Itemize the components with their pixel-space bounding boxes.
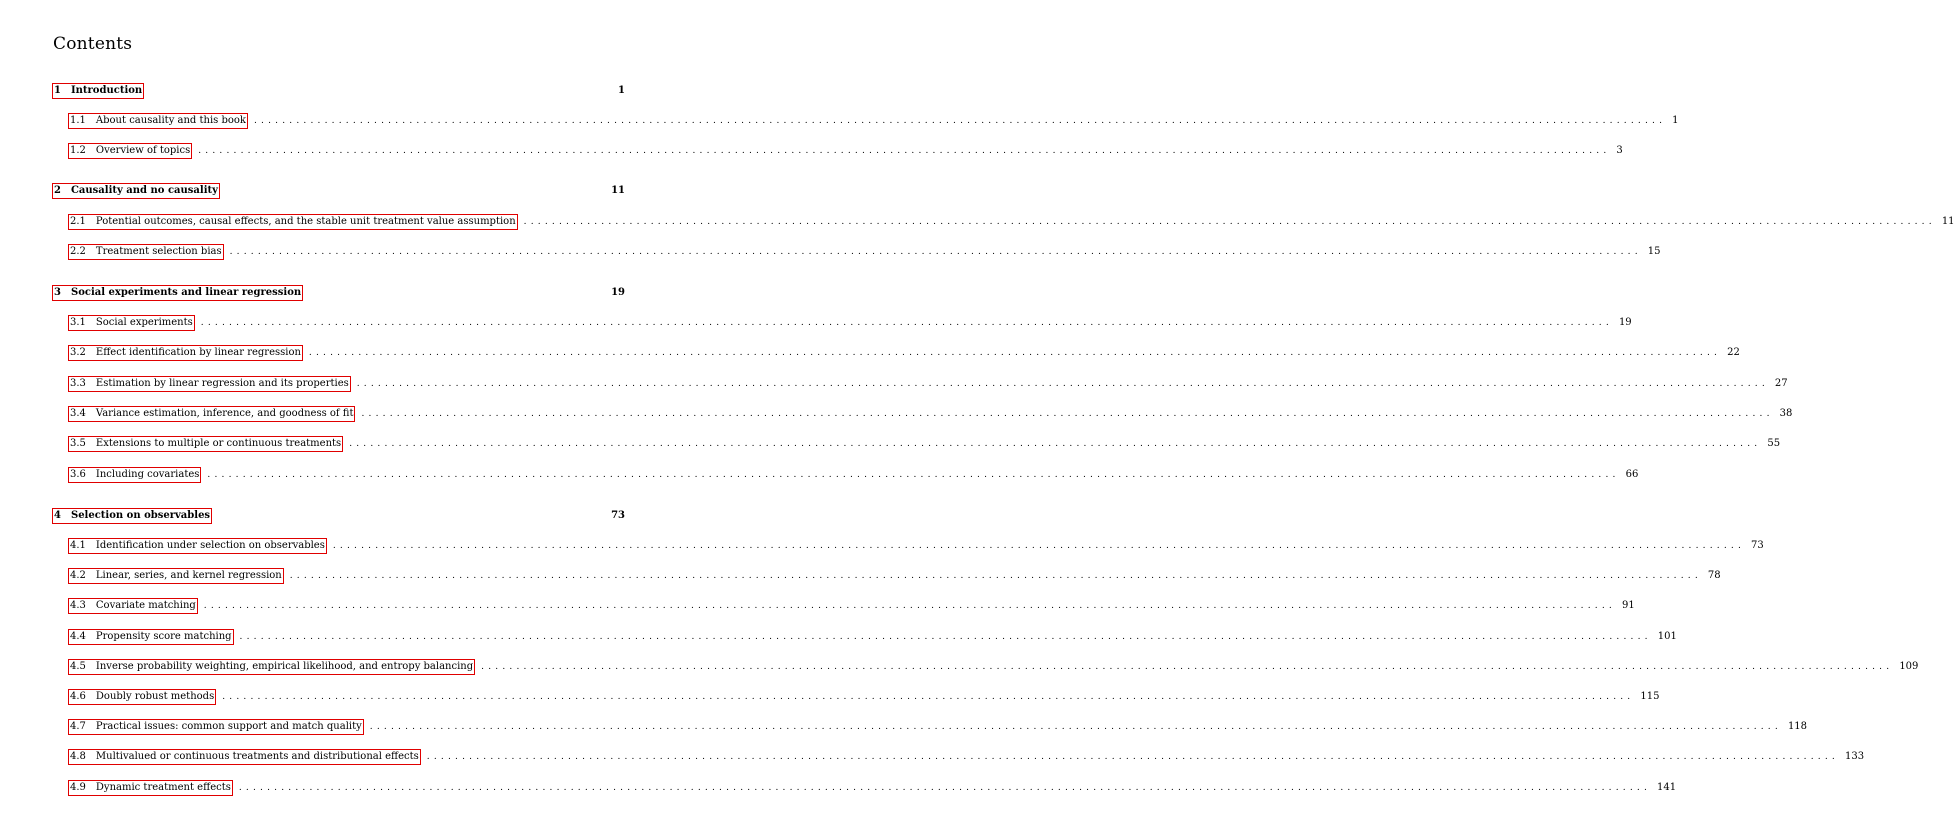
entry-number: 4.2	[70, 570, 86, 581]
page-number: 11	[611, 185, 625, 196]
page-number: 19	[1618, 317, 1632, 328]
entry-number: 2	[54, 185, 61, 196]
entry-title: Potential outcomes, causal effects, and the stable unit treatment value assumption	[95, 216, 516, 227]
section-link[interactable]	[68, 689, 216, 705]
dot-leader: ........................................................................................................................................................................................................	[200, 318, 1613, 328]
toc-section-row	[0, 567, 1721, 585]
toc-section-row	[0, 779, 1677, 797]
toc-section-row	[0, 658, 1919, 676]
toc-section-row	[0, 243, 1661, 261]
entry-title: Linear, series, and kernel regression	[95, 570, 282, 581]
entry-number: 4.7	[70, 721, 86, 732]
entry-title: Estimation by linear regression and its properties	[95, 378, 349, 389]
entry-number: 2.1	[70, 216, 86, 227]
dot-leader: ........................................................................................................................................................................................................	[289, 571, 1702, 581]
entry-number: 4.4	[70, 631, 86, 642]
page-number: 109	[1899, 661, 1919, 672]
dot-leader: ........................................................................................................................................................................................................	[207, 470, 1620, 480]
page-number: 38	[1779, 408, 1793, 419]
section-link[interactable]	[68, 719, 364, 735]
entry-title: Including covariates	[95, 469, 200, 480]
section-link[interactable]	[68, 345, 303, 361]
section-link[interactable]	[68, 629, 234, 645]
section-link[interactable]	[68, 315, 195, 331]
page-number: 22	[1727, 347, 1740, 358]
entry-number: 1	[54, 85, 61, 96]
page-number: 73	[611, 510, 625, 521]
toc-section-row	[0, 213, 1955, 231]
entry-title: Social experiments	[95, 317, 193, 328]
page-number: 101	[1657, 631, 1677, 642]
entry-number: 3.5	[70, 438, 86, 449]
entry-number: 4	[54, 510, 61, 521]
toc-section-row	[0, 344, 1740, 362]
entry-number: 4.3	[70, 600, 86, 611]
entry-title: Selection on observables	[70, 510, 211, 521]
toc-section-row	[0, 688, 1660, 706]
section-link[interactable]	[68, 568, 284, 584]
page-number: 11	[1941, 216, 1955, 227]
page-number: 15	[1647, 246, 1661, 257]
entry-number: 3.2	[70, 347, 86, 358]
dot-leader: ........................................................................................................................................................................................................	[198, 146, 1611, 156]
entry-number: 4.9	[70, 782, 86, 793]
dot-leader: ........................................................................................................................................................................................................	[222, 692, 1635, 702]
page-number: 19	[611, 287, 625, 298]
page-number: 1	[618, 85, 625, 96]
page-number: 115	[1640, 691, 1660, 702]
page-number: 133	[1844, 751, 1865, 762]
entry-title: Practical issues: common support and match quality	[95, 721, 362, 732]
dot-leader: ........................................................................................................................................................................................................	[332, 541, 1746, 551]
page-number: 1	[1672, 115, 1679, 126]
dot-leader: ........................................................................................................................................................................................................	[239, 632, 1652, 642]
entry-title: Dynamic treatment effects	[95, 782, 231, 793]
page-number: 141	[1657, 782, 1677, 793]
toc-chapter-row	[0, 284, 680, 302]
entry-title: Treatment selection bias	[95, 246, 222, 257]
dot-leader: ........................................................................................................................................................................................................	[356, 379, 1769, 389]
toc-section-row	[0, 405, 1793, 423]
toc-section-row	[0, 748, 1865, 766]
toc-section-row	[0, 142, 1623, 160]
dot-leader: ........................................................................................................................................................................................................	[253, 116, 1667, 126]
entry-title: Effect identification by linear regression	[95, 347, 301, 358]
section-link[interactable]	[68, 376, 351, 392]
entry-title: Overview of topics	[95, 145, 191, 156]
section-link[interactable]	[68, 538, 327, 554]
page-number: 66	[1625, 469, 1639, 480]
section-link[interactable]	[68, 749, 421, 765]
section-link[interactable]	[68, 659, 475, 675]
toc-section-row	[0, 628, 1677, 646]
entry-number: 3.1	[70, 317, 86, 328]
entry-number: 4.6	[70, 691, 86, 702]
entry-number: 4.8	[70, 751, 86, 762]
section-link[interactable]	[68, 214, 518, 230]
entry-title: Introduction	[70, 85, 143, 96]
entry-number: 3	[54, 287, 61, 298]
section-link[interactable]	[68, 244, 224, 260]
entry-title: Multivalued or continuous treatments and distributional effects	[95, 751, 419, 762]
section-link[interactable]	[68, 780, 233, 796]
entry-number: 2.2	[70, 246, 86, 257]
page-number: 27	[1774, 378, 1788, 389]
dot-leader: ........................................................................................................................................................................................................	[369, 722, 1782, 732]
section-link[interactable]	[68, 436, 343, 452]
toc-section-row	[0, 718, 1808, 736]
entry-number: 1.1	[70, 115, 86, 126]
page-title: Contents	[53, 34, 133, 54]
dot-leader: ........................................................................................................................................................................................................	[308, 348, 1722, 358]
page-number: 55	[1767, 438, 1781, 449]
dot-leader: ........................................................................................................................................................................................................	[481, 662, 1894, 672]
entry-title: Propensity score matching	[95, 631, 232, 642]
section-link[interactable]	[68, 467, 201, 483]
toc-section-row	[0, 466, 1639, 484]
section-link[interactable]	[68, 406, 355, 422]
page-number: 78	[1707, 570, 1721, 581]
toc-chapter-row	[0, 82, 680, 100]
dot-leader: ........................................................................................................................................................................................................	[238, 783, 1652, 793]
page-number: 3	[1616, 145, 1623, 156]
page-number: 118	[1787, 721, 1808, 732]
dot-leader: ........................................................................................................................................................................................................	[426, 752, 1839, 762]
entry-title: Social experiments and linear regression	[70, 287, 302, 298]
toc-section-row	[0, 537, 1764, 555]
page-number: 91	[1621, 600, 1635, 611]
entry-title: Causality and no causality	[70, 185, 218, 196]
entry-title: Inverse probability weighting, empirical likelihood, and entropy balancing	[95, 661, 474, 672]
dot-leader: ........................................................................................................................................................................................................	[523, 217, 1936, 227]
entry-number: 3.6	[70, 469, 86, 480]
chapter-link[interactable]	[52, 508, 212, 524]
toc-chapter-row	[0, 507, 680, 525]
page-number: 73	[1751, 540, 1764, 551]
chapter-link[interactable]	[52, 83, 144, 99]
entry-number: 4.1	[70, 540, 86, 551]
toc-section-row	[0, 597, 1635, 615]
entry-number: 3.3	[70, 378, 86, 389]
toc-chapter-row	[0, 182, 680, 200]
entry-title: Doubly robust methods	[95, 691, 215, 702]
entry-title: Variance estimation, inference, and goodness of fit	[95, 408, 354, 419]
dot-leader: ........................................................................................................................................................................................................	[361, 409, 1774, 419]
toc-section-row	[0, 375, 1788, 393]
toc-section-row	[0, 112, 1679, 130]
section-link[interactable]	[68, 143, 192, 159]
toc-section-row	[0, 314, 1632, 332]
chapter-link[interactable]	[52, 183, 220, 199]
entry-title: Covariate matching	[95, 600, 196, 611]
dot-leader: ........................................................................................................................................................................................................	[203, 601, 1616, 611]
dot-leader: ........................................................................................................................................................................................................	[349, 439, 1762, 449]
chapter-link[interactable]	[52, 285, 303, 301]
section-link[interactable]	[68, 598, 198, 614]
entry-number: 4.5	[70, 661, 86, 672]
entry-number: 3.4	[70, 408, 86, 419]
dot-leader: ........................................................................................................................................................................................................	[229, 247, 1642, 257]
toc-section-row	[0, 435, 1781, 453]
entry-title: Identification under selection on observables	[95, 540, 325, 551]
entry-title: Extensions to multiple or continuous treatments	[95, 438, 342, 449]
section-link[interactable]	[68, 113, 248, 129]
entry-number: 1.2	[70, 145, 86, 156]
entry-title: About causality and this book	[95, 115, 246, 126]
